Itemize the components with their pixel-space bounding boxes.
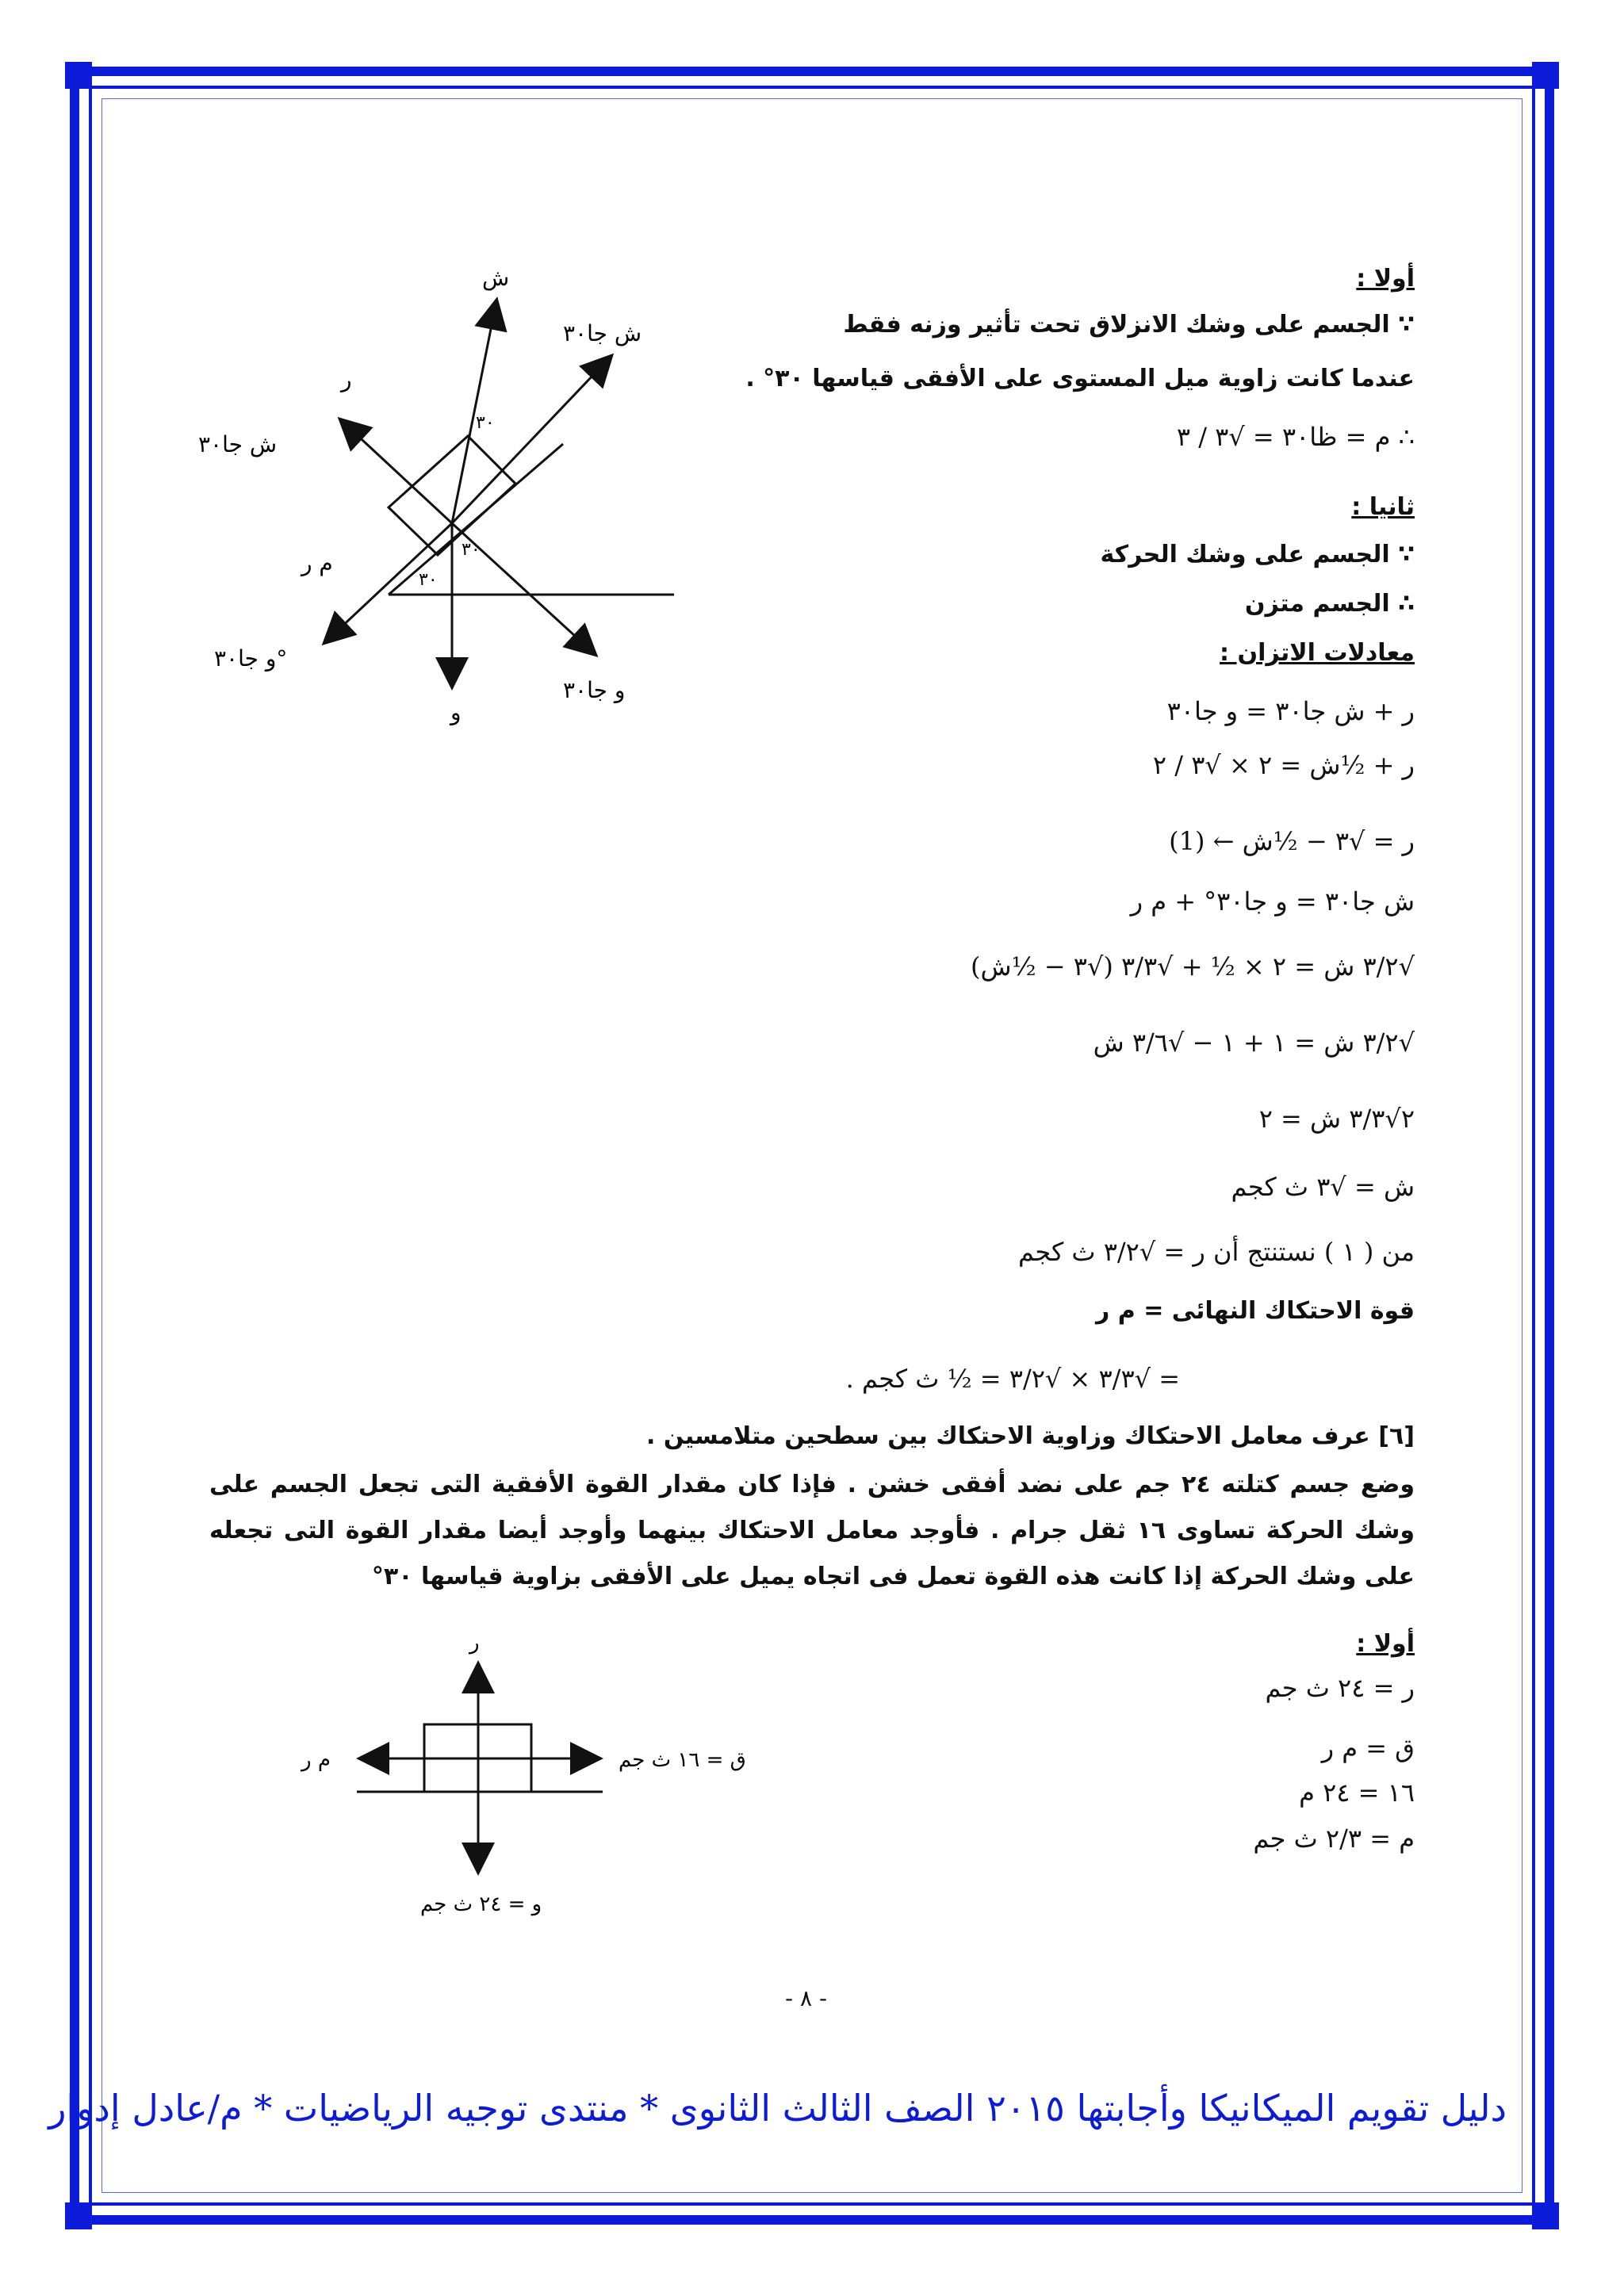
inclined-plane-diagram: [198, 254, 706, 745]
section1-line2: عندما كانت زاوية ميل المستوى على الأفقى قياسها ٣٠° .: [745, 365, 1415, 392]
question-title: [٦] عرف معامل الاحتكاك وزاوية الاحتكاك بين سطحين متلامسين .: [645, 1422, 1415, 1450]
footer-text: دليل تقويم الميكانيكا وأجابتها ٢٠١٥ الصف الثالث الثانوى * منتدى توجيه الرياضيات * م/عادل إدوار: [48, 2087, 1507, 2130]
friction-value: = √٣/٣ × √٣/٢ = ½ ث كجم .: [845, 1364, 1180, 1394]
section2-heading: أولا :: [1356, 1630, 1415, 1658]
label-sh-sin: ش جا٣٠: [563, 320, 642, 346]
label-force: ق = ١٦ ث جم: [619, 1748, 746, 1772]
label-sh: ش: [482, 265, 510, 291]
friction-label: قوة الاحتكاك النهائى = م ر: [1096, 1297, 1415, 1325]
equation-3: ر = √٣ − ½ش ← (1): [1169, 826, 1415, 856]
section2-equation-1: ر = ٢٤ ث جم: [1265, 1673, 1415, 1703]
reaction-arrow: [341, 420, 452, 523]
section1-line1: ∵ الجسم على وشك الانزلاق تحت تأثير وزنه فقط: [843, 311, 1415, 339]
frame-corner: [65, 2202, 92, 2229]
angle-label: ٣٠: [419, 570, 438, 590]
conclusion: من ( ١ ) نستنتج أن ر = √٣/٢ ث كجم: [1018, 1237, 1415, 1267]
section1-line3: ∵ الجسم على وشك الحركة: [1100, 541, 1415, 568]
horizontal-table-diagram: [285, 1625, 793, 1927]
label-r: ر: [341, 366, 352, 392]
equation-1: ر + ش جا٣٠ = و جا٣٠: [1166, 696, 1415, 726]
equation-2: ر + ½ش = ٢ × √٣ / ٢: [1152, 750, 1415, 780]
frame-corner: [1532, 2202, 1559, 2229]
section1-line4: ∴ الجسم متزن: [1244, 590, 1415, 618]
label-mur: م ر: [301, 550, 333, 576]
label-sh-cos: ش جا٣٠: [198, 431, 277, 457]
section2-equation-2: ق = م ر: [1321, 1733, 1415, 1763]
angle-label: ٣٠: [476, 413, 495, 433]
label-w-cos: و جا٣٠°: [214, 645, 288, 672]
label-r: ر: [469, 1631, 480, 1655]
force-sh-arrow: [452, 301, 496, 523]
section2-equation-3: ١٦ = ٢٤ م: [1299, 1777, 1415, 1808]
page-number: - ٨ -: [785, 1985, 828, 2011]
equation-mu: ∴ م = ظا٣٠ = √٣ / ٣: [1176, 422, 1415, 452]
label-mur: م ر: [301, 1748, 331, 1772]
equation-8: ش = √٣ ث كجم: [1231, 1172, 1415, 1202]
label-w-sin: و جا٣٠: [563, 677, 626, 703]
frame-corner: [1532, 62, 1559, 89]
section2-equation-4: م = ٢/٣ ث جم: [1253, 1823, 1415, 1854]
angle-label: ٣٠: [462, 540, 481, 560]
question-body: وضع جسم كتلته ٢٤ جم على نضد أفقى خشن . فإذا كان مقدار القوة الأفقية التى تجعل الجسم على وشك الحركة تساوى ١٦ ثقل جرام . فأوجد معامل الاحتكاك بينهما وأوجد أيضا مقدار القوة التى تجعله على وشك الحركة إذا كانت هذه القوة تعمل فى اتجاه يميل على الأفقى بزاوية قياسها ٣٠°: [209, 1471, 1415, 1590]
equation-4: ش جا٣٠ = و جا٣٠° + م ر: [1130, 886, 1415, 916]
equation-6: √٣/٢ ش = ١ + ١ − √٣/٦ ش: [1093, 1027, 1415, 1058]
section2-heading: ثانيا :: [1351, 493, 1415, 521]
force-sh-sin-arrow: [452, 357, 611, 523]
equation-7: ٢√٣/٣ ش = ٢: [1258, 1104, 1415, 1134]
section1-heading: أولا :: [1356, 265, 1415, 293]
equation-5: √٣/٢ ش = ٢ × ½ + √٣/٣ (√٣ − ½ش): [971, 951, 1415, 982]
equilibrium-heading: معادلات الاتزان :: [1220, 639, 1415, 667]
frame-corner: [65, 62, 92, 89]
label-w: و: [450, 699, 462, 725]
label-w: و = ٢٤ ث جم: [420, 1892, 542, 1916]
